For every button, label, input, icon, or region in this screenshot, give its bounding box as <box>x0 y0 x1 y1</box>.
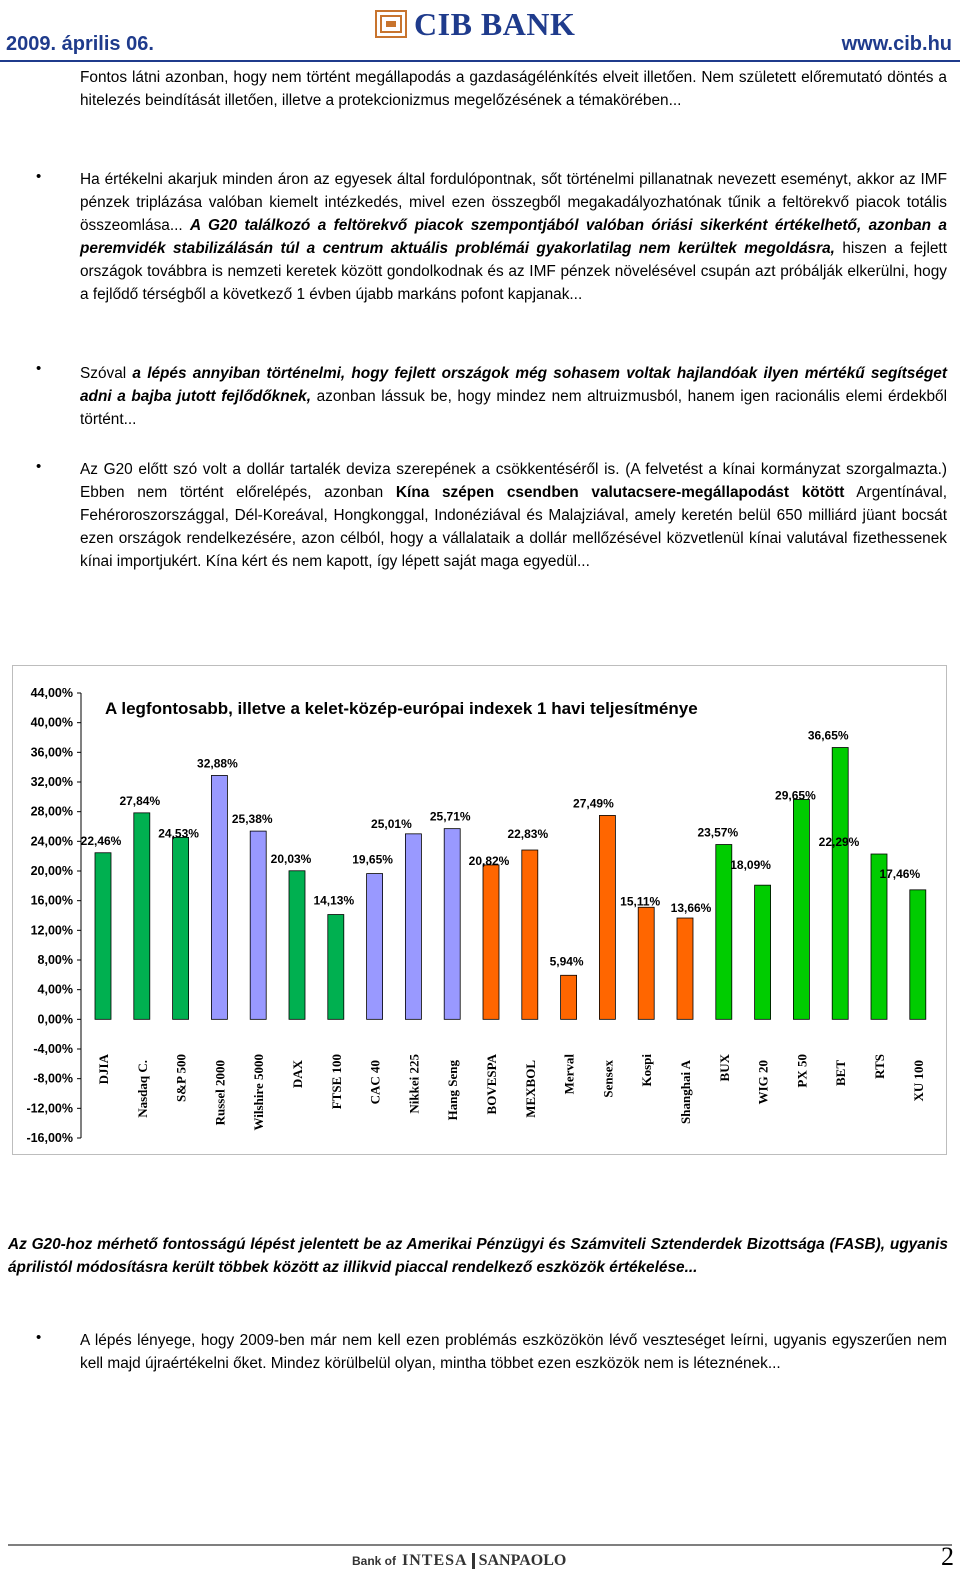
category-label: FTSE 100 <box>328 1054 344 1110</box>
category-label: Wilshire 5000 <box>251 1054 267 1131</box>
data-label: 5,94% <box>549 954 584 969</box>
data-label: 15,11% <box>620 894 661 909</box>
index-performance-chart <box>12 665 947 1155</box>
category-label: Hang Seng <box>445 1060 461 1121</box>
y-tick-label: -16,00% <box>26 1131 73 1145</box>
bullet-marker: • <box>36 458 42 475</box>
paragraph-intro: Fontos látni azonban, hogy nem történt megállapodás a gazdaságélénkítés elveit illetően. Nem született előremutató döntés a hitelezés beindítását illetően, illetve a protekcionizmus megelőzésének a témakörében... <box>80 69 947 109</box>
data-label: 24,53% <box>158 826 199 841</box>
category-label: BET <box>833 1060 849 1087</box>
paragraph-text: Szóval <box>80 365 127 382</box>
category-label: Nikkei 225 <box>406 1054 422 1114</box>
chart-bar <box>832 748 848 1020</box>
category-label: RTS <box>872 1054 887 1079</box>
page-number: 2 <box>941 1542 954 1571</box>
y-tick-label: 16,00% <box>30 893 73 908</box>
chart-bar <box>444 829 460 1020</box>
data-label: 23,57% <box>697 825 739 840</box>
paragraph-text: Ha értékelni akarjuk minden áron az egyesek által fordulópontnak, sőt történelmi pillanatnak nevezett eseményt, akkor az IMF pénzek triplázása valóban kiemelt intézkedés, mivel ezen összegből megakadályozhatónak tűnik a feltörekvő piacok totális összeomlása... <box>80 171 947 234</box>
data-label: 36,65% <box>807 728 849 743</box>
data-label: 22,29% <box>818 835 860 850</box>
chart-bar <box>677 918 693 1019</box>
category-label: CAC 40 <box>367 1060 383 1105</box>
y-tick-label: -4,00% <box>33 1042 73 1056</box>
category-label: Kospi <box>639 1054 655 1087</box>
y-tick-label: 44,00% <box>30 686 73 700</box>
chart-bar <box>367 874 383 1020</box>
data-label: 19,65% <box>352 852 393 867</box>
footer-intesa: INTESA <box>402 1552 468 1569</box>
y-tick-label: 36,00% <box>30 745 73 760</box>
data-label: 20,03% <box>270 851 312 866</box>
y-tick-label: 12,00% <box>30 923 73 938</box>
category-label: PX 50 <box>794 1054 810 1088</box>
footer-sanpaolo: SANPAOLO <box>478 1552 567 1569</box>
y-tick-label: 28,00% <box>30 804 73 819</box>
y-tick-label: 32,00% <box>30 775 73 789</box>
header-url[interactable]: www.cib.hu <box>841 33 952 55</box>
brand-logo <box>374 4 575 44</box>
category-label: S&P 500 <box>173 1054 189 1103</box>
category-label: Merval <box>561 1054 577 1095</box>
chart-bar <box>250 831 266 1019</box>
data-label: 25,71% <box>429 809 471 824</box>
paragraph-fasb-detail: A lépés lényege, hogy 2009-ben már nem kell ezen problémás eszközökön lévő veszteséget leírni, ugyanis egyszerűen nem kell majd újraértékelni őket. Mindez körülbelül olyan, mintha többet ezen eszközök nem is léteznének... <box>80 1332 947 1372</box>
category-label: Sensex <box>600 1060 616 1098</box>
data-label: 25,38% <box>231 812 273 827</box>
data-label: 17,46% <box>879 866 921 881</box>
category-label: DAX <box>290 1060 305 1089</box>
chart-bar <box>328 915 344 1020</box>
category-label: BOVESPA <box>484 1054 499 1115</box>
chart-bar <box>522 850 538 1019</box>
y-tick-label: 0,00% <box>37 1012 73 1027</box>
data-label: 25,01% <box>371 816 412 831</box>
category-label: Russel 2000 <box>212 1060 228 1126</box>
category-label: Shanghai A <box>678 1060 693 1124</box>
chart-bar <box>134 813 150 1019</box>
chart-bar <box>793 799 809 1019</box>
chart-bar <box>173 837 189 1019</box>
y-tick-label: 40,00% <box>30 715 73 730</box>
footer-logo-separator <box>472 1553 475 1569</box>
data-label: 14,13% <box>313 893 355 908</box>
footer-bank-of: Bank of <box>352 1554 397 1568</box>
header-date: 2009. április 06. <box>6 33 154 55</box>
paragraph-emphasis: A G20 találkozó a feltörekvő piacok szempontjából valóban óriási sikerként értékelhető, azonban a peremvidék stabilizálásán túl a centrum aktuális problémái gyakorlatilag nem kerültek megoldásra, <box>80 217 947 257</box>
paragraph-historic <box>80 362 947 431</box>
y-tick-label: 4,00% <box>37 982 73 997</box>
paragraph-china <box>80 458 947 573</box>
page-header <box>0 0 960 62</box>
paragraph-text: Argentínával, Fehéroroszországgal, Dél-Koreával, Hongkonggal, Indonéziával és Malajziával, amely keretén belül 650 milliárd jüant bocsát ezen országok rendelkezésére, azon célból, hogy a vállalataik a dollár mellőzésével közvetlenül kínai valutával fizethessenek kínai importjukért. Kína kért és nem kapott, így lépett saját maga egyedül... <box>80 484 947 570</box>
footer-divider <box>8 1544 952 1546</box>
bullet-marker: • <box>36 168 42 185</box>
category-label: WIG 20 <box>755 1060 771 1105</box>
paragraph-emphasis: a lépés annyiban történelmi, hogy fejlett országok még sohasem voltak hajlandóak ilyen mértékű segítséget adni a bajba jutott fejlődőknek, <box>80 365 947 405</box>
chart-bar <box>211 775 227 1019</box>
category-label: XU 100 <box>910 1060 926 1102</box>
data-label: 22,83% <box>507 827 549 842</box>
chart-bar <box>910 890 926 1019</box>
data-label: 29,65% <box>775 788 816 803</box>
chart-bar <box>289 871 305 1020</box>
paragraph-text: Az G20 előtt szó volt a dollár tartalék deviza szerepének a csökkentéséről is. (A felvetést a kínai kormányzat szorgalmazta.) Ebben nem történt előrelépés, azonban <box>80 461 947 501</box>
paragraph-fasb: Az G20-hoz mérhető fontosságú lépést jelentett be az Amerikai Pénzügyi és Számviteli Sztenderdek Bizottsága (FASB), ugyanis áprilistól módosításra került többek között az illikvid piaccal rendelkező eszközök értékelése... <box>8 1236 948 1276</box>
paragraph-text: hiszen a fejlett országok továbbra is nemzeti keretek között gondolkodnak és az IMF pénzek növelésével csupán azt próbálják elkerülni, hogy a fejlődő térségből a következő 1 évben újabb markáns pofont kapjanak... <box>80 240 947 303</box>
chart-bar <box>405 834 421 1019</box>
header-divider <box>0 60 960 62</box>
y-tick-label: 24,00% <box>30 834 73 849</box>
data-label: 22,46% <box>80 833 122 848</box>
data-label: 32,88% <box>197 756 238 771</box>
y-tick-label: -12,00% <box>26 1101 73 1116</box>
category-label: DJIA <box>96 1054 111 1085</box>
y-tick-label: 8,00% <box>37 953 73 967</box>
page-footer <box>0 1536 960 1588</box>
data-label: 18,09% <box>730 858 771 873</box>
data-label: 13,66% <box>670 901 712 916</box>
category-label: MEXBOL <box>522 1060 538 1118</box>
data-label: 27,49% <box>573 796 614 811</box>
y-tick-label: -8,00% <box>33 1071 73 1086</box>
paragraph-imf <box>80 168 947 306</box>
paragraph-text: azonban lássuk be, hogy mindez nem altruizmusból, hanem igen racionális elemi érdekből történt... <box>80 388 947 428</box>
paragraph-emphasis: Kína szépen csendben valutacsere-megállapodást kötött <box>395 484 845 501</box>
chart-bar <box>638 907 654 1019</box>
chart-title: A legfontosabb, illetve a kelet-közép-európai indexek 1 havi teljesítménye <box>105 699 698 718</box>
y-tick-label: 20,00% <box>30 864 73 878</box>
chart-bar <box>755 885 771 1019</box>
chart-bar <box>599 815 615 1019</box>
category-label: Nasdaq C. <box>134 1060 150 1118</box>
chart-bar <box>95 853 111 1020</box>
cib-logo-icon <box>374 7 408 41</box>
chart-bar <box>561 975 577 1019</box>
category-label: BUX <box>716 1054 732 1082</box>
bullet-marker: • <box>36 1329 42 1346</box>
footer-logo <box>352 1552 566 1570</box>
data-label: 20,82% <box>468 853 510 868</box>
chart-bar <box>483 865 499 1019</box>
data-label: 27,84% <box>119 793 161 808</box>
chart-canvas <box>13 666 948 1156</box>
brand-name: CIB BANK <box>414 5 576 42</box>
bullet-marker: • <box>36 360 42 377</box>
